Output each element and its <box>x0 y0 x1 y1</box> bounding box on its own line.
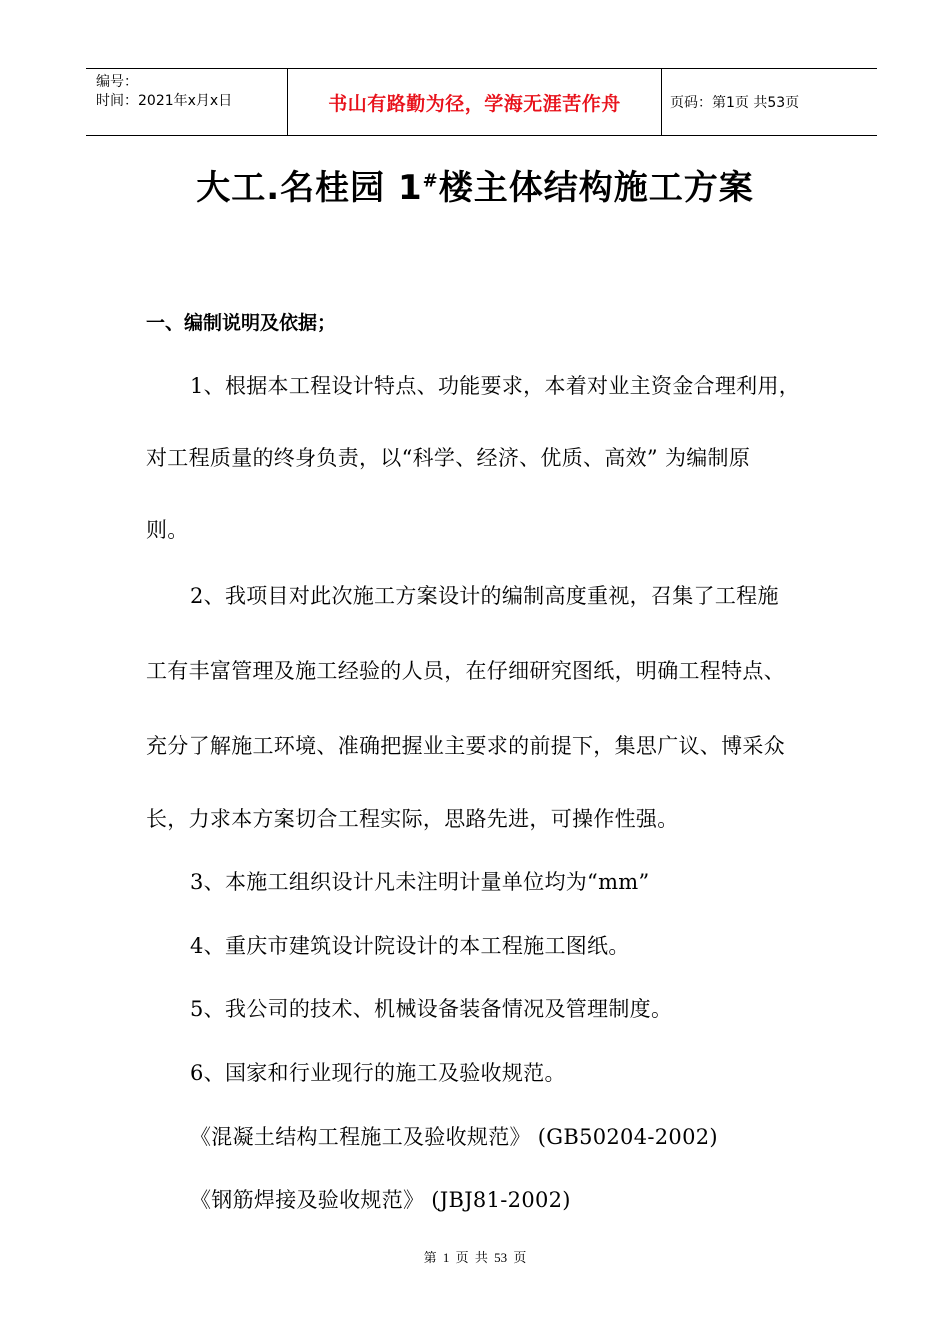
page-footer: 第 1 页 共 53 页 <box>423 1250 527 1265</box>
document-title <box>0 160 950 209</box>
document-number-label: 编号： <box>96 74 138 90</box>
page-header <box>86 68 877 136</box>
standard-reference: 《钢筋焊接及验收规范》 (JBJ81-2002) <box>190 1188 571 1212</box>
header-page-info: 页码：第1页 共53页 <box>670 95 800 111</box>
section-heading: 一、编制说明及依据； <box>146 312 337 334</box>
title-main: 大工.名桂园 1 <box>196 168 423 208</box>
standard-reference: 《混凝土结构工程施工及验收规范》 (GB50204-2002) <box>190 1125 718 1149</box>
paragraph-line: 1、根据本工程设计特点、功能要求，本着对业主资金合理利用， <box>190 374 801 398</box>
paragraph-line: 对工程质量的终身负责，以“科学、经济、优质、高效” 为编制原 <box>146 446 751 470</box>
title-superscript: # <box>422 170 439 192</box>
paragraph-line: 工有丰富管理及施工经验的人员，在仔细研究图纸，明确工程特点、 <box>146 659 785 683</box>
header-motto: 书山有路勤为径，学海无涯苦作舟 <box>288 69 662 135</box>
paragraph-line: 则。 <box>146 518 189 542</box>
paragraph-line: 充分了解施工环境、准确把握业主要求的前提下，集思广议、博采众 <box>146 734 785 758</box>
title-rest: 楼主体结构施工方案 <box>438 168 754 208</box>
paragraph-line: 5、我公司的技术、机械设备装备情况及管理制度。 <box>190 997 673 1021</box>
header-meta-cell <box>86 69 288 135</box>
paragraph-line: 长，力求本方案切合工程实际，思路先进，可操作性强。 <box>146 807 679 831</box>
document-time-label: 时间：2021年x月x日 <box>96 93 233 109</box>
paragraph-line: 4、重庆市建筑设计院设计的本工程施工图纸。 <box>190 934 630 958</box>
paragraph-line: 3、本施工组织设计凡未注明计量单位均为“mm” <box>190 870 650 894</box>
paragraph-line: 2、我项目对此次施工方案设计的编制高度重视，召集了工程施 <box>190 584 779 608</box>
paragraph-line: 6、国家和行业现行的施工及验收规范。 <box>190 1061 566 1085</box>
